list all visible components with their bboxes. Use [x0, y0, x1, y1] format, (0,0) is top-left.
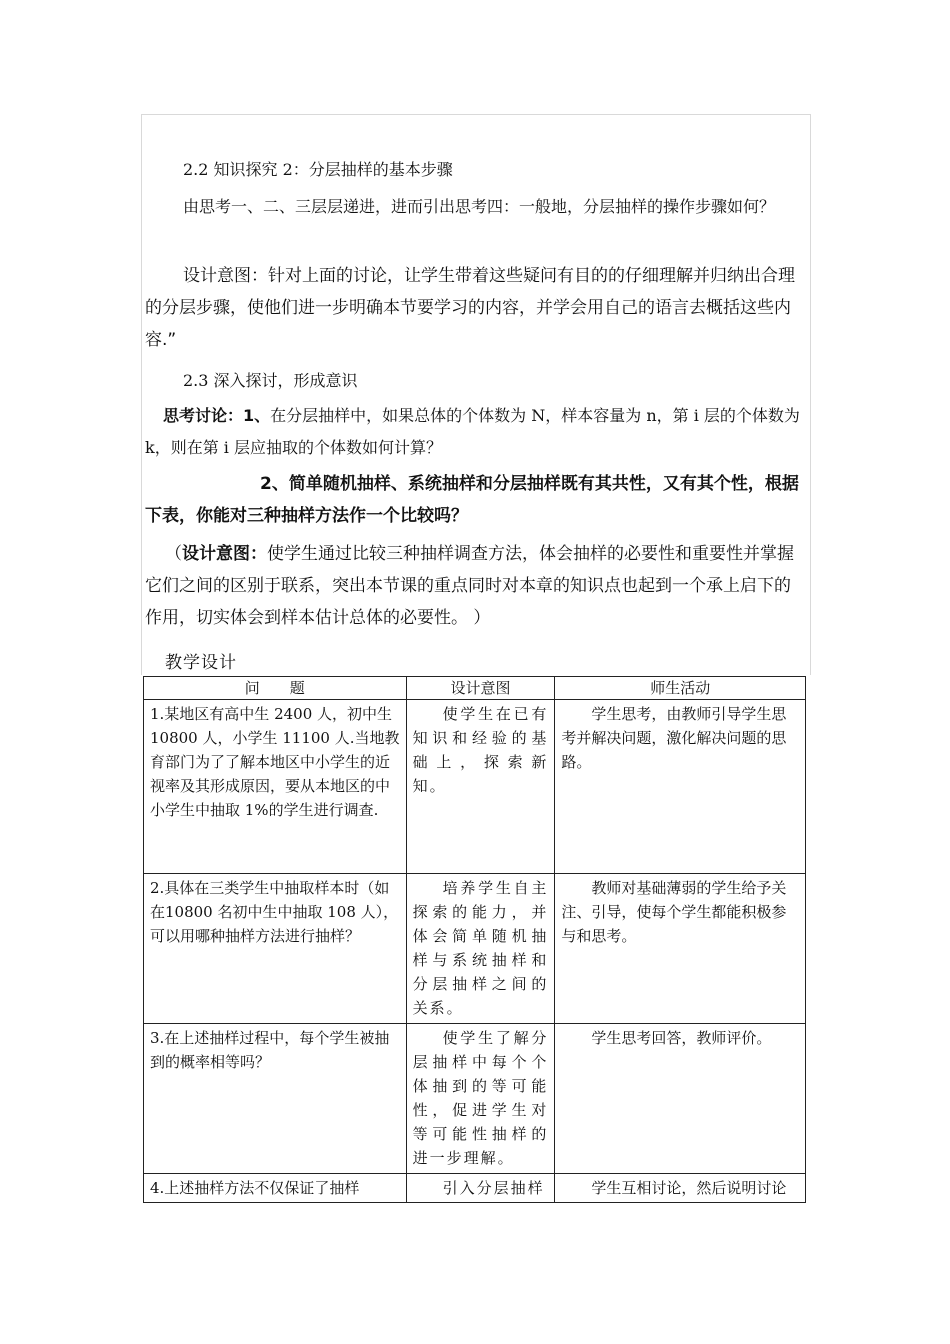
discussion-question-2: 2、简单随机抽样、系统抽样和分层抽样既有其共性，又有其个性，根据下表，你能对三种抽样方法作一个比较吗？ — [145, 474, 799, 526]
intent-open-paren: （ — [165, 544, 182, 564]
question-1-prefix: 思考讨论：1、 — [163, 406, 271, 425]
cell-intent: 使学生在已有知识和经验的基础上，探索新知。 — [406, 700, 555, 874]
heading-2-2: 2.2 知识探究 2：分层抽样的基本步骤 — [183, 160, 453, 179]
cell-activity: 学生思考回答，教师评价。 — [555, 1024, 806, 1174]
cell-intent: 培养学生自主探索的能力，并体会简单随机抽样与系统抽样和分层抽样之间的关系。 — [406, 874, 555, 1024]
cell-intent: 引入分层抽样 — [406, 1174, 555, 1203]
table-caption: 教学设计 — [165, 653, 237, 673]
cell-question: 2.具体在三类学生中抽取样本时（如在10800 名初中生中抽取 108 人），可以用哪种抽样方法进行抽样？ — [144, 874, 407, 1024]
header-activity: 师生活动 — [555, 677, 806, 700]
intent-text: 使学生通过比较三种抽样调查方法，体会抽样的必要性和重要性并掌握它们之间的区别于联系，突出本节课的重点同时对本章的知识点也起到一个承上启下的作用，切实体会到样本估计总体的必要性。 ） — [145, 544, 794, 628]
cell-question: 4.上述抽样方法不仅保证了抽样 — [144, 1174, 407, 1203]
heading-2-3: 2.3 深入探讨，形成意识 — [183, 371, 358, 390]
teaching-design-table — [143, 676, 806, 1203]
question-1-text: 在分层抽样中，如果总体的个体数为 N，样本容量为 n，第 i 层的个体数为 k，则在第 i 层应抽取的个体数如何计算？ — [145, 406, 800, 457]
table-row — [144, 874, 806, 1024]
cell-activity: 教师对基础薄弱的学生给予关注、引导，使每个学生都能积极参与和思考。 — [555, 874, 806, 1024]
design-intent-2 — [145, 538, 807, 634]
table-row — [144, 1174, 806, 1203]
cell-intent: 使学生了解分层抽样中每个个体抽到的等可能性，促进学生对等可能性抽样的进一步理解。 — [406, 1024, 555, 1174]
header-design-intent: 设计意图 — [406, 677, 555, 700]
discussion-question-1 — [145, 400, 807, 464]
cell-activity: 学生思考，由教师引导学生思考并解决问题，激化解决问题的思路。 — [555, 700, 806, 874]
table-header-row — [144, 677, 806, 700]
cell-activity: 学生互相讨论，然后说明讨论 — [555, 1174, 806, 1203]
paragraph-thinking-four: 由思考一、二、三层层递进，进而引出思考四：一般地，分层抽样的操作步骤如何？ — [183, 197, 776, 216]
table-row — [144, 1024, 806, 1174]
cell-question: 1.某地区有高中生 2400 人，初中生 10800 人，小学生 11100 人.当地教育部门为了了解本地区中小学生的近视率及其形成原因，要从本地区的中小学生中抽取 1%的学生进行调查. — [144, 700, 407, 874]
intent-label: 设计意图： — [182, 544, 267, 564]
cell-question: 3.在上述抽样过程中，每个学生被抽到的概率相等吗？ — [144, 1024, 407, 1174]
table-row — [144, 700, 806, 874]
paragraph-design-intent-1: 设计意图：针对上面的讨论，让学生带着这些疑问有目的的仔细理解并归纳出合理的分层步骤，使他们进一步明确本节要学习的内容，并学会用自己的语言去概括这些内容.” — [145, 266, 795, 350]
header-question: 问 题 — [144, 677, 407, 700]
